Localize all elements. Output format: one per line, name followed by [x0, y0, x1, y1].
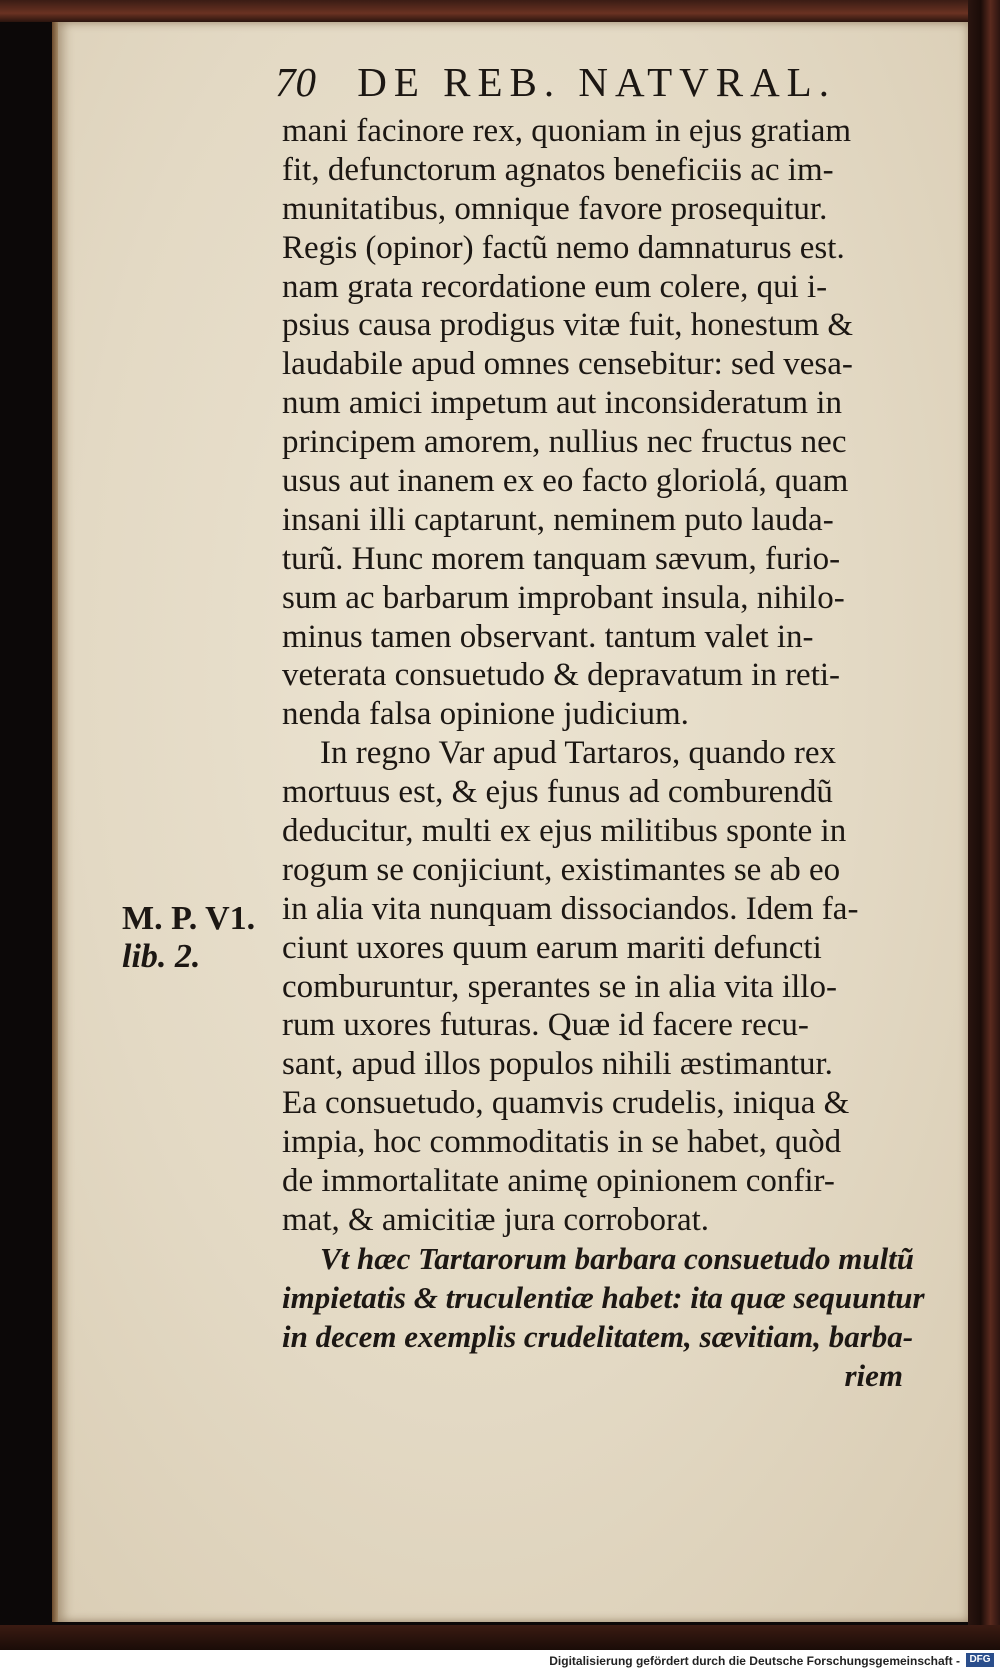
- text-line: minus tamen observant. tantum valet in-: [282, 618, 814, 655]
- text-line: ciunt uxores quum earum mariti defuncti: [282, 929, 822, 966]
- body-text: [282, 112, 925, 1395]
- text-line: deducitur, multi ex ejus militibus sponte in: [282, 813, 847, 850]
- text-line: num amici impetum aut inconsideratum in: [282, 385, 842, 422]
- text-line: rogum se conjiciunt, existimantes se ab eo: [282, 851, 841, 888]
- text-line: usus aut inanem ex eo facto gloriolá, quam: [282, 463, 849, 500]
- text-line: veterata consuetudo & depravatum in reti-: [282, 657, 841, 694]
- text-line: mat, & amicitiæ jura corroborat.: [282, 1201, 710, 1238]
- marginal-note-book: lib. 2.: [122, 938, 201, 975]
- page-number: 70: [275, 59, 316, 105]
- text-line: nam grata recordatione eum colere, qui i-: [282, 268, 828, 305]
- text-line: laudabile apud omnes censebitur: sed vesa-: [282, 346, 853, 383]
- text-line: sum ac barbarum improbant insula, nihilo-: [282, 579, 845, 616]
- running-header: [275, 58, 915, 110]
- italic-paragraph-line: impietatis & truculentiæ habet: ita quæ sequuntur: [282, 1279, 925, 1315]
- marginal-note-source: M. P. V1.: [122, 900, 256, 937]
- text-line: Regis (opinor) factũ nemo damnaturus est.: [282, 229, 845, 266]
- text-line: principem amorem, nullius nec fructus nec: [282, 424, 847, 461]
- text-line: fit, defunctorum agnatos beneficiis ac im-: [282, 151, 834, 188]
- digitization-credit: Digitalisierung gefördert durch die Deutsche Forschungsgemeinschaft -: [549, 1654, 960, 1668]
- text-line: insani illi captarunt, neminem puto lauda-: [282, 501, 834, 538]
- text-line: sant, apud illos populos nihili æstimantur.: [282, 1046, 833, 1083]
- running-title: DE REB. NATVRAL.: [357, 59, 836, 105]
- text-line: psius causa prodigus vitæ fuit, honestum &: [282, 307, 854, 344]
- book-binding-bottom: [0, 1625, 1000, 1650]
- marginal-note: [122, 900, 272, 976]
- catchword: riem: [844, 1357, 903, 1393]
- book-binding-top: [0, 0, 1000, 22]
- dfg-logo-icon: DFG: [966, 1653, 994, 1667]
- text-line: mani facinore rex, quoniam in ejus gratiam: [282, 113, 852, 149]
- italic-paragraph-line: Vt hæc Tartarorum barbara consuetudo multũ: [320, 1240, 915, 1276]
- text-line: munitatibus, omnique favore prosequitur.: [282, 190, 828, 227]
- text-line: nenda falsa opinione judicium.: [282, 696, 689, 733]
- italic-paragraph-line: in decem exemplis crudelitatem, sævitiam, barba-: [282, 1318, 914, 1354]
- text-line: de immortalitate animę opinionem confir-: [282, 1163, 835, 1200]
- text-line: Ea consuetudo, quamvis crudelis, iniqua &: [282, 1085, 850, 1122]
- text-line: mortuus est, & ejus funus ad comburendũ: [282, 774, 833, 811]
- text-line: impia, hoc commoditatis in se habet, quòd: [282, 1124, 842, 1161]
- text-line: rum uxores futuras. Quæ id facere recu-: [282, 1007, 809, 1044]
- text-line: turũ. Hunc morem tanquam sævum, furio-: [282, 540, 841, 577]
- text-line: comburuntur, sperantes se in alia vita illo-: [282, 968, 837, 1005]
- paragraph-first-line: In regno Var apud Tartaros, quando rex: [320, 735, 837, 772]
- book-binding-right: [968, 0, 1000, 1650]
- text-line: in alia vita nunquam dissociandos. Idem fa-: [282, 890, 859, 927]
